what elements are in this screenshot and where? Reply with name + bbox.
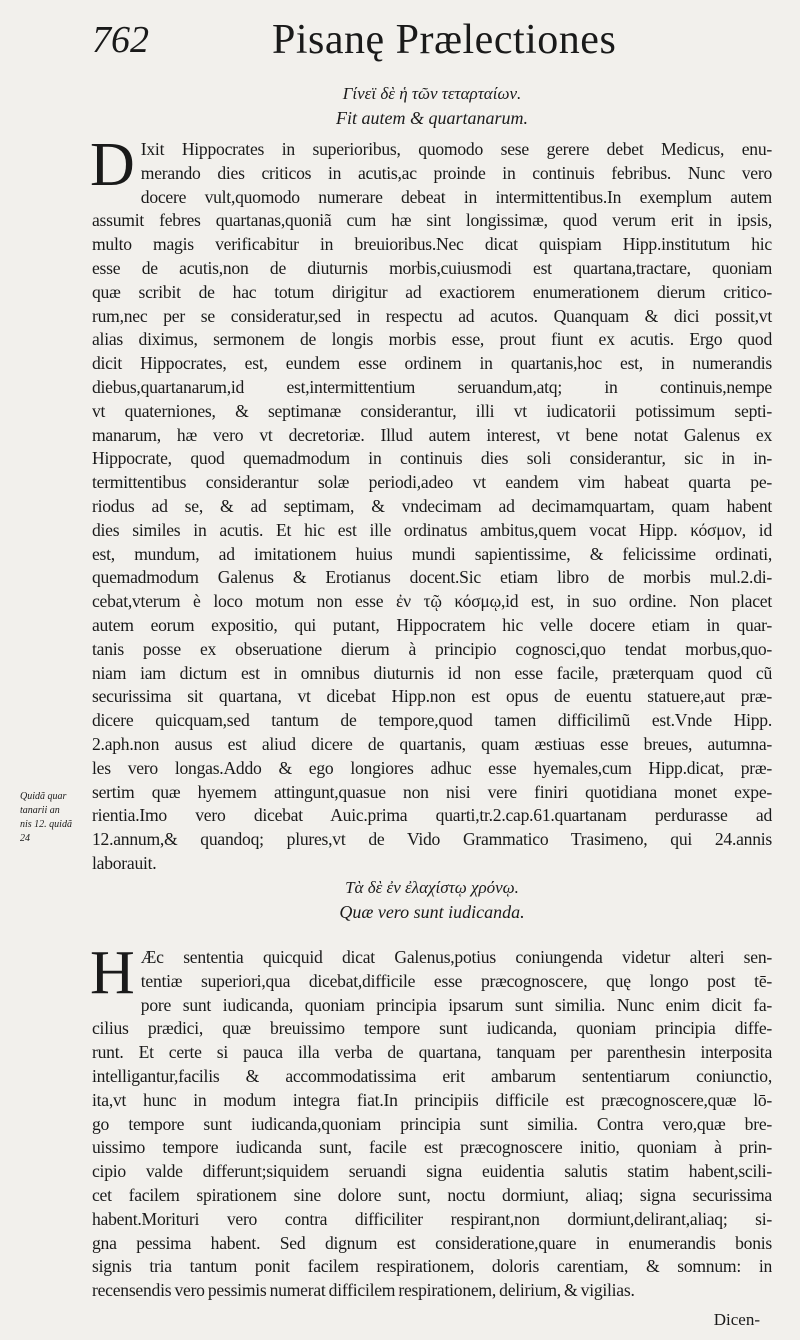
text-line: securissima sit quartana, vt dicebat Hipp.non est opus de euentu statuere,aut præ-: [92, 686, 772, 707]
text-line: niam iam dictum est in omnibus diuturnis id non esse facile, præterquam quod cũ: [92, 662, 772, 683]
text-line: tanis posse ex obseruatione dierum à principio cognosci,quo tendat morbus,quo-: [92, 638, 772, 659]
text-line: rientia.Imo vero dicebat Auic.prima quarti,tr.2.cap.61.quartanam perdurasse ad: [92, 805, 772, 826]
text-line: Hippocrate, quod quemadmodum in continuis dies soli considerantur, sic in in-: [92, 448, 772, 469]
text-line: autem eorum expositio, qui putant, Hippocratem hic velle docere etiam in quar-: [92, 614, 772, 635]
text-line: rum,nec per se consideratur,sed in respectu ad acutos. Quanquam & dici possit,vt: [92, 305, 772, 326]
text-line: ita,vt hunc in modum integra fiat.In principiis difficile est præcognoscere,quæ lō-: [92, 1089, 772, 1110]
text-line: cebat,vterum è loco motum non esse ἐν τῷ κόσμῳ,id est, in suo ordine. Non placet: [92, 591, 772, 612]
text-line: dicere quicquam,sed tantum de tempore,quod tamen difficilimũ est.Vnde Hipp.: [92, 710, 772, 731]
text-line: dies similes in acutis. Et hic est ille ordinatus ambitus,quem vocat Hipp. κόσμον, id: [92, 519, 772, 540]
drop-cap: D: [90, 131, 135, 199]
greek-heading: Τὰ δὲ ἐν ἐλαχίστῳ χρόνῳ.: [345, 878, 519, 897]
section-2: [92, 876, 772, 1303]
text-line: cipio valde differunt;siquidem seruandi signa euidentia salutis statim habent,scili-: [92, 1161, 772, 1182]
running-title: Pisanę Prælectiones: [272, 17, 617, 63]
text-line: pore sunt iudicanda, quoniam principia ipsarum sunt similia. Nunc enim dicit fa-: [140, 994, 772, 1015]
text-line: runt. Et certe si pauca illa verba de quartana, tanquam per parenthesin interposita: [92, 1042, 772, 1063]
text-line: diebus,quartanarum,id est,intermittentium seruandum,atq; in continuis,nempe: [92, 376, 772, 397]
text-line: tentiæ superiori,qua dicebat,difficile esse præcognoscere, quę longo post tē-: [140, 970, 772, 991]
text-line: esse de acutis,non de diuturnis morbis,cuiusmodi est quartana,tractare, quoniam: [92, 257, 772, 278]
margin-note-line: 24: [20, 833, 30, 844]
text-line: Ixit Hippocrates in superioribus, quomodo sese gerere debet Medicus, enu-: [140, 139, 772, 159]
text-line: cet facilem spirationem sine dolore sunt, noctu dormiunt, aliaq; signa securissima: [92, 1184, 772, 1205]
text-line: est, mundum, ad imitationem huius mundi sapientissime, & felicissime ordinati,: [92, 543, 772, 564]
text-line: riodus ad se, & ad septimam, & vndecimam ad decimamquartam, quam habent: [92, 495, 772, 516]
text-line: cilius prædici, quæ breuissimo tempore sunt iudicanda, quoniam principia diffe-: [92, 1018, 772, 1039]
text-line: manarum, hæ vero vt decretoriæ. Illud autem interest, vt bene notat Galenus ex: [92, 424, 772, 445]
text-line: quæ scribit de hac totum dirigitur ad exactiorem enumerationem dierum critico-: [92, 281, 772, 302]
margin-note-line: Quidã quar: [20, 791, 67, 802]
page-header: [92, 18, 760, 78]
text-line: sertim quæ hyemem attingunt,quasue non nisi vere finiri quotidiana monet expe-: [92, 781, 772, 802]
text-line: 12.annum,& quandoq; plures,vt de Vido Grammatico Trasimeno, qui 24.annis: [92, 829, 772, 850]
text-line: Æc sententia quicquid dicat Galenus,potius coniungenda videtur alteri sen-: [140, 947, 772, 967]
text-line: laborauit.: [92, 852, 157, 873]
margin-note-line: nis 12. quidã: [20, 819, 72, 830]
latin-heading: Quæ vero sunt iudicanda.: [339, 902, 525, 922]
text-line: multo magis verificabitur in breuioribus.Nec dicat quispiam Hipp.institutum hic: [92, 234, 772, 255]
drop-cap: H: [90, 939, 135, 1007]
text-line: gna pessima habent. Sed dignum est consideratione,quare in enumerandis bonis: [92, 1232, 772, 1253]
text-line: signis tria tantum ponit facilem respirationem, doloris carentiam, & somnum: in: [92, 1256, 772, 1277]
paragraph: [90, 939, 772, 1303]
text-line: habent.Morituri vero contra difficiliter respirant,non dormiunt,delirant,aliaq; si-: [92, 1208, 772, 1229]
catchword: Dicen-: [713, 1310, 760, 1329]
text-line: docere vult,quomodo numerare debeat in intermittentibus.In exemplum autem: [140, 186, 772, 207]
text-line: assumit febres quartanas,quoniã cum hæ sint longissimæ, quod verum erit in ipsis,: [92, 210, 772, 231]
margin-note-line: tanarii an: [20, 805, 60, 816]
text-line: 2.aph.non ausus est aliud dicere de quartanis, quam æstiuas esse breues, autumna-: [92, 733, 772, 754]
paragraph: [90, 131, 772, 876]
text-line: dicit Hippocrates, est, eundem esse ordinem in quartanis,hoc est, in numerandis: [92, 353, 772, 374]
page-number: 762: [92, 19, 149, 61]
text-line: uissimo tempore iudicanda sunt, facile est præcognoscere initio, quoniam à prin-: [92, 1137, 772, 1158]
section-1: [92, 82, 772, 876]
text-line: merando dies criticos in acutis,ac proinde in continuis febribus. Nunc vero: [140, 162, 772, 183]
text-line: go tempore sunt iudicanda,quoniam principia sunt similia. Contra vero,quæ bre-: [92, 1113, 772, 1134]
text-line: intelligantur,facilis & accommodatissima erit ambarum sententiarum coniunctio,: [92, 1065, 772, 1086]
text-line: recensendis vero pessimis numerat difficilem respirationem, delirium, & vigilias.: [92, 1280, 635, 1301]
text-line: quemadmodum Galenus & Erotianus docent.Sic etiam libro de morbis mul.2.di-: [92, 567, 772, 588]
text-line: vt quaterniones, & septimanæ considerantur, illi vt iudicatorii potissimum septi-: [92, 400, 772, 421]
text-line: alias diximus, sermonem de longis morbis esse, prout fiunt ex acutis. Ergo quod: [92, 329, 772, 350]
text-line: les vero longas.Addo & ego longiores adhuc esse hyemales,cum Hipp.dicat, præ-: [92, 757, 772, 778]
margin-note: [20, 790, 95, 846]
greek-heading: Γίνεϊ δὲ ἡ τῶν τεταρταίων.: [342, 84, 522, 103]
text-line: termittentibus considerantur solæ periodi,adeo vt eandem vim habeat quarta pe-: [92, 472, 772, 493]
latin-heading: Fit autem & quartanarum.: [336, 108, 528, 128]
